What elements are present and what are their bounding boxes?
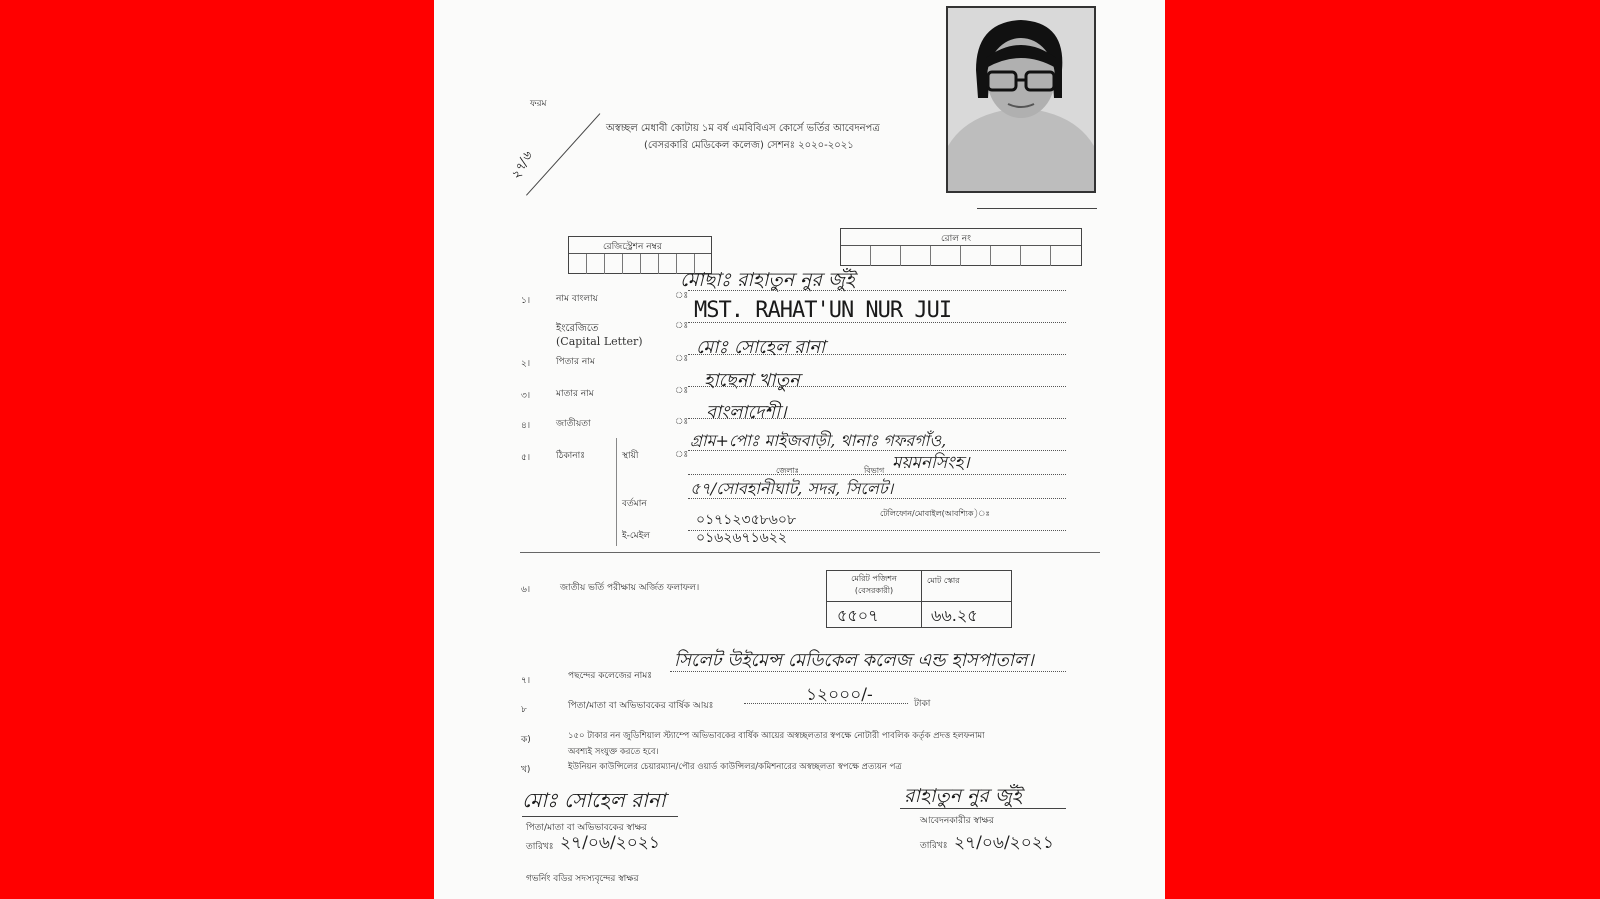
applicant-signature: রাহাতুন নুর জুঁই: [904, 785, 1022, 807]
governing-body-label: গভর্নিং বডির সদস্যবৃন্দের স্বাক্ষর: [526, 874, 639, 884]
dotted-line: [688, 354, 1066, 355]
guardian-signature-label: পিতা/মাতা বা অভিভাবকের স্বাক্ষর: [526, 823, 647, 833]
result-table: [826, 570, 1012, 628]
colon: ঃ: [675, 354, 689, 364]
permanent-address-label: স্থায়ী: [622, 451, 639, 461]
mother-name-value: হাছেনা খাতুন: [704, 370, 800, 391]
taka-label: টাকা: [914, 699, 931, 709]
applicant-signature-line: [900, 808, 1066, 809]
division-label: বিভাগ: [864, 466, 885, 475]
total-score-header: মোট স্কোর: [927, 576, 960, 585]
roll-box: [840, 228, 1082, 266]
dotted-line: [744, 703, 908, 704]
total-score-value: ৬৬.২৫: [931, 606, 978, 625]
note-kh-text: ইউনিয়ন কাউন্সিলের চেয়ারম্যান/পৌর ওয়ার্ড কাউন্সিলর/কমিশনারের অস্বচ্ছলতা স্বপক্ষে প্রত্যয়ন পত্র: [568, 762, 902, 772]
name-bangla-label: নাম বাংলায়: [556, 294, 598, 304]
item-number-3: ৩।: [521, 391, 531, 401]
father-name-label: পিতার নাম: [556, 357, 595, 367]
guardian-signature-line: [522, 816, 678, 817]
diagonal-stroke: [526, 113, 600, 195]
applicant-signature-label: আবেদনকারীর স্বাক্ষর: [920, 816, 994, 826]
phone-label: টেলিফোন/মোবাইল(আবশ্যিক)ঃ: [880, 509, 990, 518]
portrait-image: [948, 8, 1094, 191]
present-address-value: ৫৭/সোবহানীঘাট, সদর, সিলেট।: [690, 479, 894, 498]
dotted-line: [688, 498, 1066, 499]
colon: ঃ: [675, 321, 689, 331]
applicant-photo: [946, 6, 1096, 193]
merit-position-value: ৫৫০৭: [837, 606, 879, 625]
email-label: ই-মেইল: [622, 531, 650, 541]
application-form-sheet: [434, 0, 1165, 899]
guardian-date-value: ২৭/০৬/২০২১: [560, 833, 660, 853]
phone-number-2: ০১৬২৬৭১৬২২: [696, 530, 787, 546]
item-number-7: ৭।: [521, 676, 531, 686]
nationality-label: জাতীয়তা: [556, 419, 591, 429]
form-subtitle: (বেসরকারি মেডিকেল কলেজ) সেশনঃ ২০২০-২০২১: [644, 140, 854, 151]
dotted-line: [688, 322, 1066, 323]
item-number-1: ১।: [521, 296, 531, 306]
colon: ঃ: [675, 291, 689, 301]
photo-underline: [977, 208, 1097, 209]
capital-letter-label: (Capital Letter): [556, 335, 643, 348]
name-bangla-value: মোছাঃ রাহাতুন নুর জুঁই: [680, 269, 855, 291]
guardian-signature: মোঃ সোহেল রানা: [522, 788, 666, 812]
phone-number-1: ০১৭১২৩৫৮৬০৮: [696, 512, 797, 528]
applicant-date-value: ২৭/০৬/২০২১: [954, 833, 1054, 853]
registration-label: রেজিস্ট্রেশন নম্বর: [603, 242, 662, 252]
college-value: সিলেট উইমেন্স মেডিকেল কলেজ এন্ড হাসপাতাল।: [674, 650, 1034, 671]
division-value: ময়মনসিংহ।: [892, 453, 970, 473]
income-value: ১২০০০/-: [806, 685, 873, 705]
section-divider: [520, 552, 1100, 553]
roll-cells: [841, 245, 1081, 266]
district-label: জেলাঃ: [776, 466, 799, 475]
colon: ঃ: [675, 417, 689, 427]
item-number-8: ৮: [521, 705, 527, 715]
corner-signature: ২৭/৬: [508, 149, 536, 183]
roll-label: রোল নং: [941, 234, 972, 244]
dotted-line: [688, 290, 1066, 291]
name-english-label: ইংরেজিতে: [556, 323, 599, 334]
merit-position-header: মেরিট পজিশন (বেসরকারী): [851, 574, 897, 595]
item-number-4: ৪।: [521, 421, 531, 431]
applicant-date-label: তারিখঃ: [920, 841, 948, 851]
dotted-line: [688, 418, 1066, 419]
note-kh-number: খ): [521, 765, 531, 775]
item-number-2: ২।: [521, 359, 531, 369]
address-bracket: [616, 438, 617, 546]
colon: ঃ: [675, 450, 689, 460]
nationality-value: বাংলাদেশী।: [706, 402, 787, 423]
item-number-6: ৬।: [521, 585, 531, 595]
note-k-text-2: অবশ্যই সংযুক্ত করতে হবে।: [568, 747, 659, 757]
name-english-value: MST. RAHAT'UN NUR JUI: [694, 298, 952, 323]
address-label: ঠিকানাঃ: [556, 451, 586, 461]
father-name-value: মোঃ সোহেল রানা: [696, 337, 826, 358]
dotted-line: [670, 671, 1066, 672]
present-address-label: বর্তমান: [622, 499, 647, 509]
dotted-line: [688, 474, 1066, 475]
item-number-5: ৫।: [521, 453, 531, 463]
note-k-number: ক): [521, 735, 531, 745]
income-label: পিতা/মাতা বা অভিভাবকের বার্ষিক আয়ঃ: [568, 701, 714, 711]
dotted-line: [688, 530, 1066, 531]
mother-name-label: মাতার নাম: [556, 389, 594, 399]
permanent-address-value: গ্রাম+পোঃ মাইজবাড়ী, থানাঃ গফরগাঁও,: [690, 431, 947, 450]
college-label: পছন্দের কলেজের নামঃ: [568, 671, 653, 681]
colon: ঃ: [675, 386, 689, 396]
dotted-line: [688, 450, 1066, 451]
result-label: জাতীয় ভর্তি পরীক্ষায় অর্জিত ফলাফল।: [560, 583, 700, 593]
note-k-text: ১৫০ টাকার নন জুডিশিয়াল স্ট্যাম্পে অভিভাবকের বার্ষিক আয়ের অস্বচ্ছলতার স্বপক্ষে নোটারী পাবলিক কর্তৃক প্রদত্ত হলফনামা: [568, 731, 985, 741]
dotted-line: [688, 386, 1066, 387]
form-word: ফরম: [530, 99, 547, 109]
form-title: অস্বচ্ছল মেধাবী কোটায় ১ম বর্ষ এমবিবিএস কোর্সে ভর্তির আবেদনপত্র: [606, 123, 880, 134]
guardian-date-label: তারিখঃ: [526, 842, 554, 852]
